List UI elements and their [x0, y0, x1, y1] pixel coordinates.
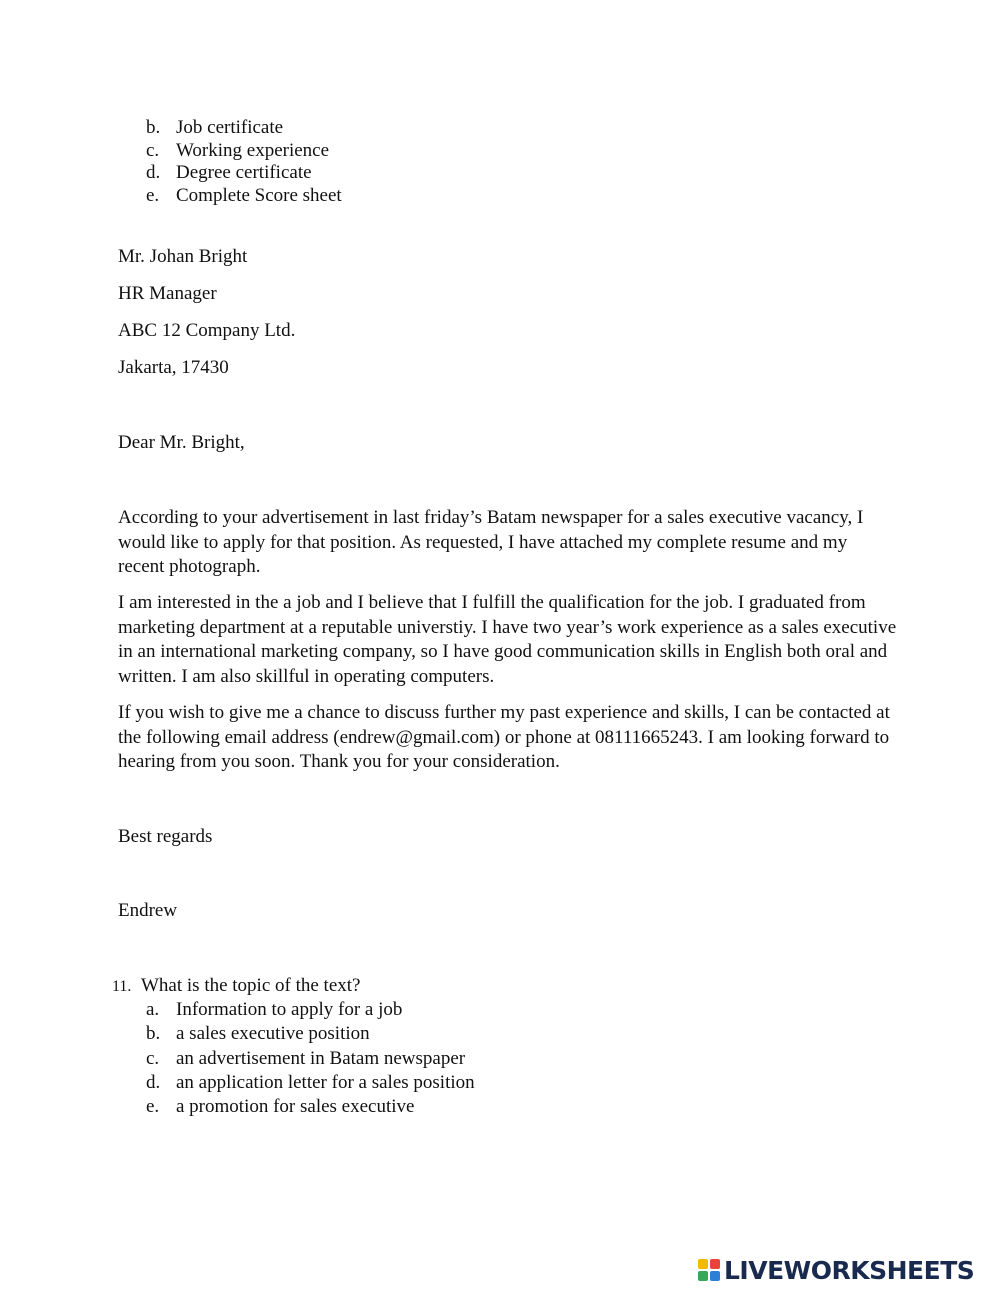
recipient-title: HR Manager	[118, 283, 217, 304]
question-number: 11.	[112, 978, 132, 995]
answer-option-a[interactable]	[146, 998, 402, 1022]
option-letter: c.	[146, 1048, 160, 1069]
answer-option-e[interactable]	[146, 1095, 414, 1119]
option-c	[146, 139, 329, 163]
option-letter: c.	[146, 140, 160, 161]
option-text: Job certificate	[176, 117, 284, 138]
salutation: Dear Mr. Bright,	[118, 432, 245, 453]
paragraph-3: If you wish to give me a chance to discuss further my past experience and skills, I can be contacted at the following email address (endrew@gmail.com) or phone at 08111665243. I am looking forward to hearing from you soon. Thank you for your consideration.	[118, 702, 890, 772]
answer-option-b[interactable]	[146, 1022, 370, 1046]
closing: Best regards	[118, 826, 213, 847]
recipient-city: Jakarta, 17430	[118, 357, 229, 378]
option-b	[146, 116, 283, 140]
liveworksheets-logo	[698, 1254, 974, 1286]
option-letter: b.	[146, 117, 161, 138]
option-text: Working experience	[176, 140, 330, 161]
logo-square	[710, 1271, 720, 1281]
logo-square	[710, 1259, 720, 1269]
option-d	[146, 161, 312, 185]
answer-option-c[interactable]	[146, 1047, 465, 1071]
option-text: Information to apply for a job	[176, 999, 403, 1020]
option-letter: b.	[146, 1023, 161, 1044]
option-text: a sales executive position	[176, 1023, 370, 1044]
option-letter: a.	[146, 999, 160, 1020]
liveworksheets-logo-icon	[698, 1259, 720, 1281]
option-text: an advertisement in Batam newspaper	[176, 1048, 466, 1069]
option-e	[146, 184, 342, 208]
answer-option-d[interactable]	[146, 1071, 475, 1095]
paragraph-1: According to your advertisement in last friday’s Batam newspaper for a sales executive vacancy, I would like to apply for that position. As requested, I have attached my complete resume and my recent photograph.	[118, 507, 864, 577]
question-text: What is the topic of the text?	[141, 975, 361, 996]
paragraph-2: I am interested in the a job and I believe that I fulfill the qualification for the job. I graduated from marketing department at a reputable universtiy. I have two year’s work experience as a sales executive in an international marketing company, so I have good communication skills in English both oral and written. I am also skillful in operating computers.	[118, 592, 897, 687]
signature: Endrew	[118, 900, 178, 921]
option-text: a promotion for sales executive	[176, 1096, 415, 1117]
recipient-name: Mr. Johan Bright	[118, 246, 248, 267]
option-text: Complete Score sheet	[176, 185, 342, 206]
option-letter: e.	[146, 1096, 160, 1117]
recipient-company: ABC 12 Company Ltd.	[118, 320, 296, 341]
option-letter: d.	[146, 1072, 161, 1093]
option-text: an application letter for a sales position	[176, 1072, 475, 1093]
option-letter: d.	[146, 162, 161, 183]
option-letter: e.	[146, 185, 160, 206]
option-text: Degree certificate	[176, 162, 312, 183]
logo-square	[698, 1259, 708, 1269]
liveworksheets-wordmark: LIVEWORKSHEETS	[724, 1255, 975, 1285]
logo-square	[698, 1271, 708, 1281]
